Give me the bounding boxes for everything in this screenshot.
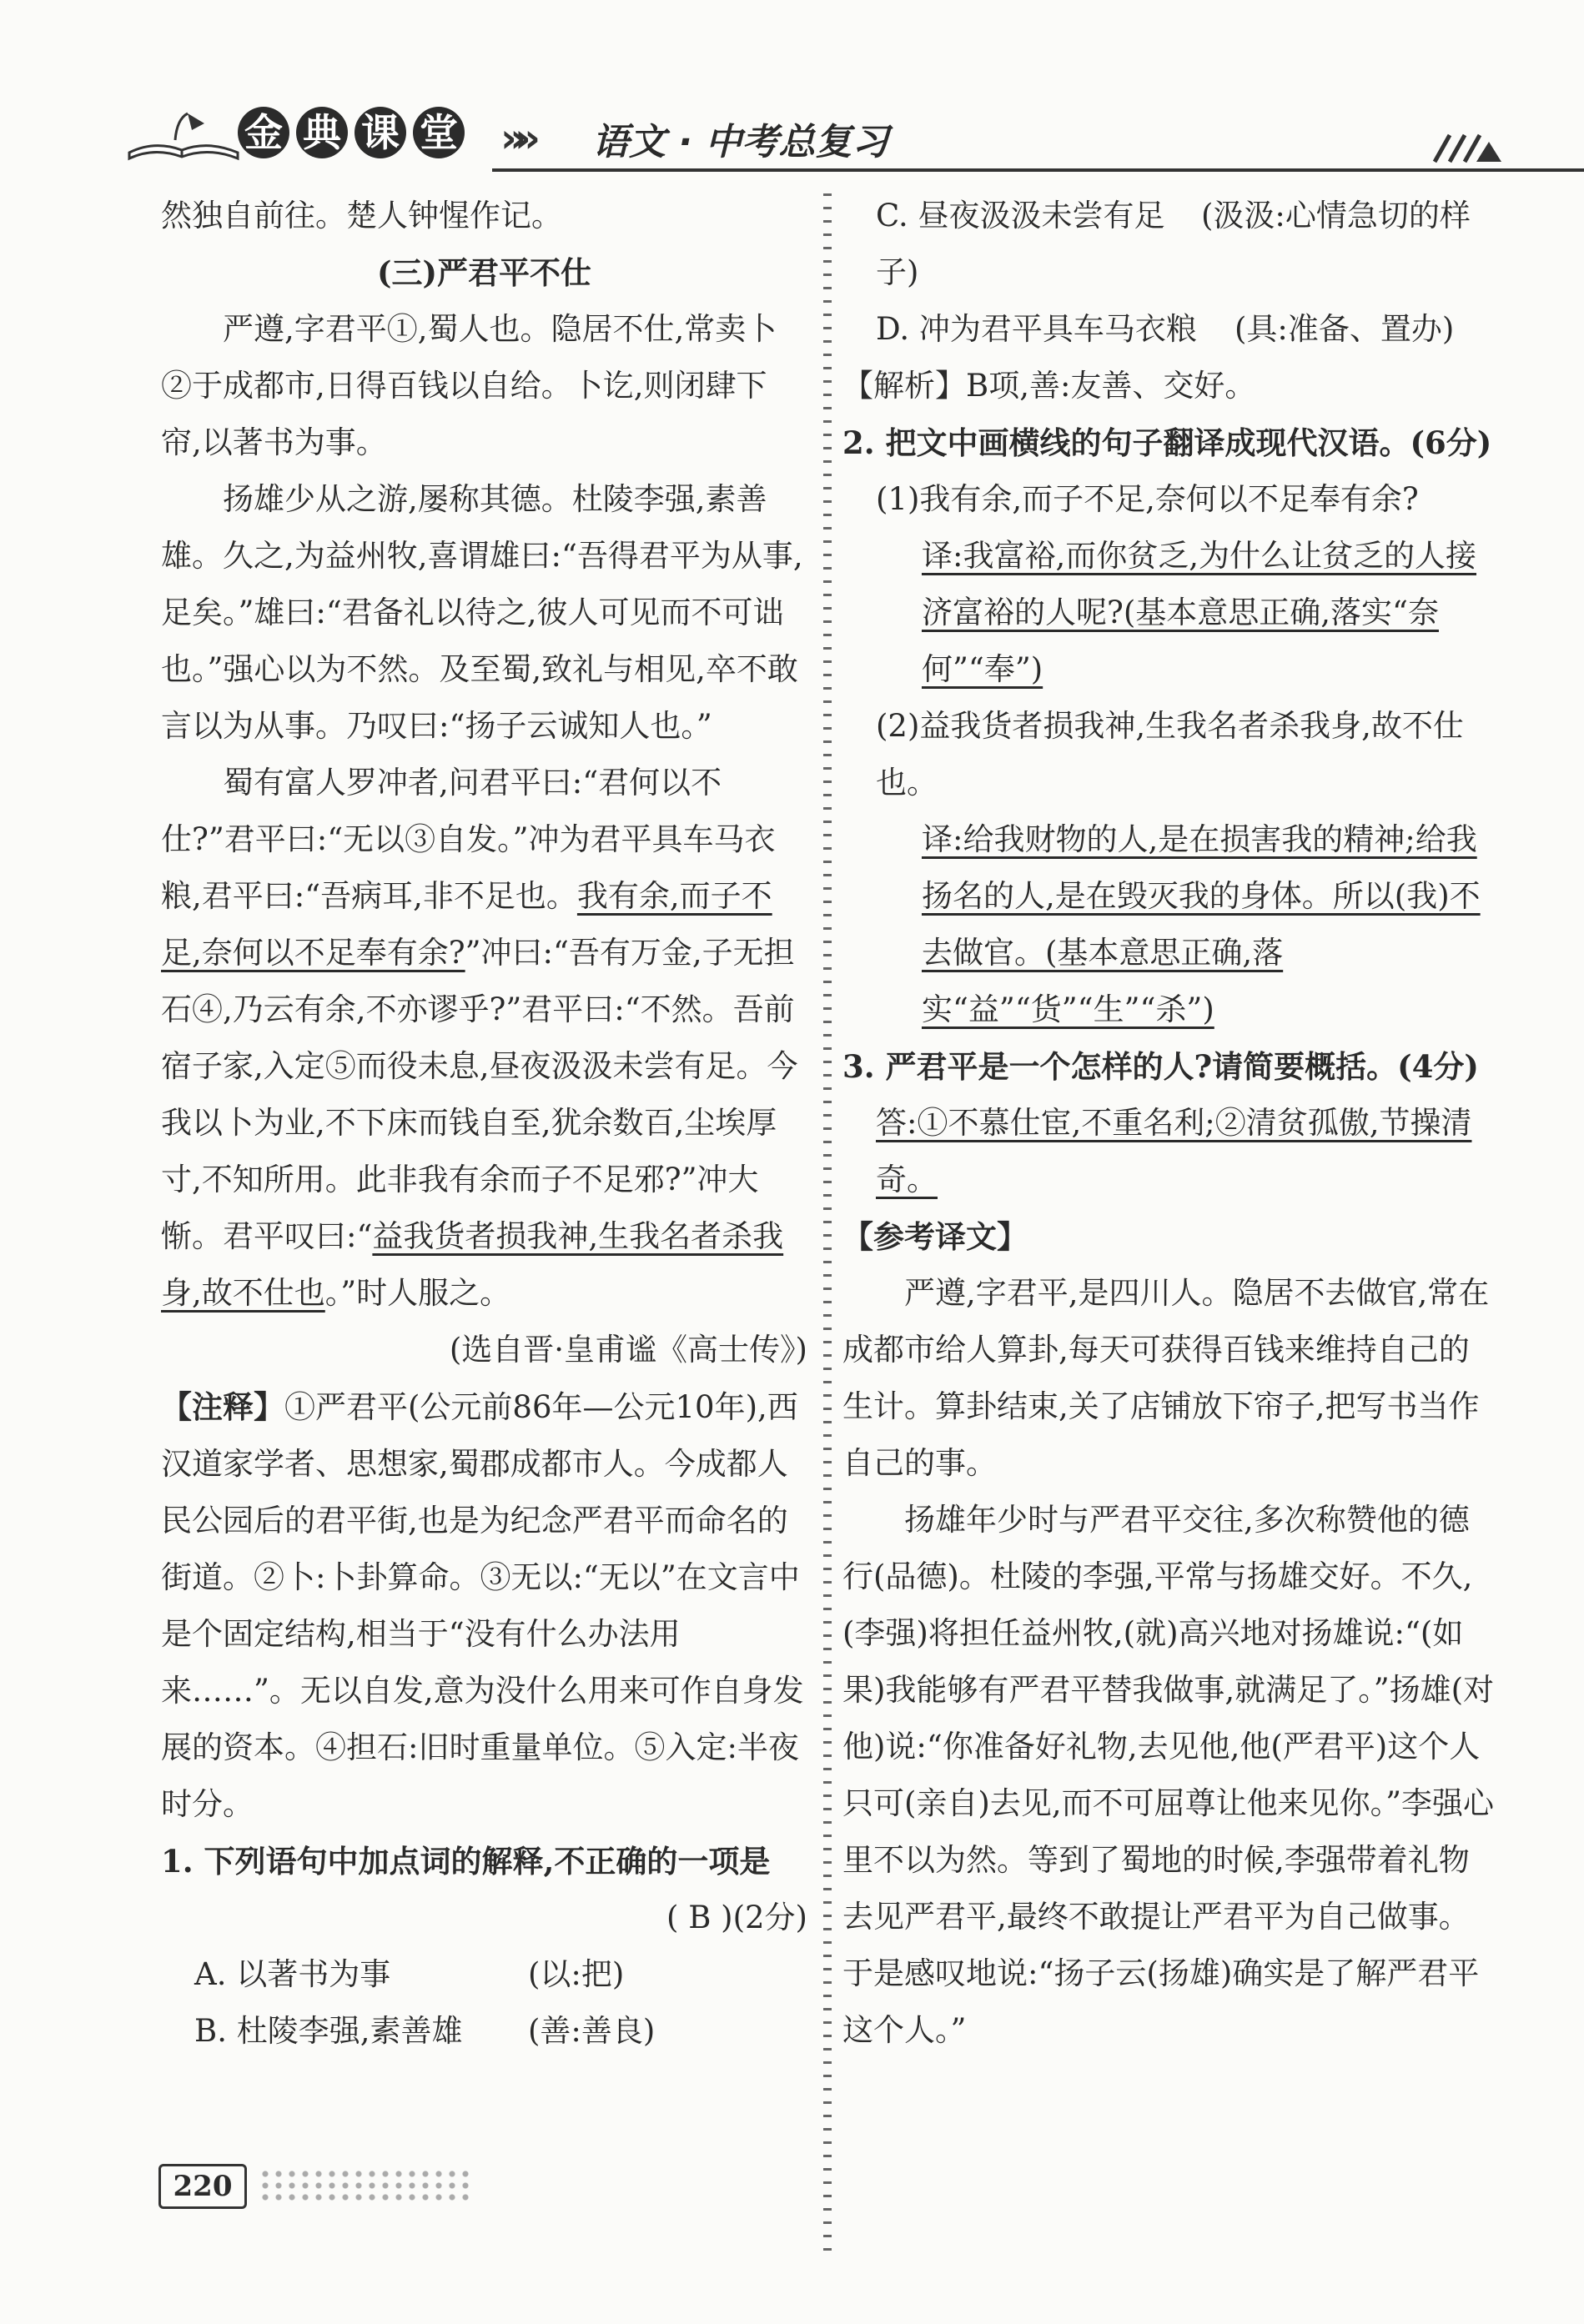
option-explain: (善:善良) (528, 2013, 656, 2049)
text-span: 。”时人服之。 (324, 1275, 511, 1311)
header-rule (492, 168, 1584, 172)
question-1: 1. 下列语句中加点词的解释,不正确的一项是 (161, 1843, 771, 1880)
brand-char: 课 (355, 107, 406, 158)
answer-2-1: 译:我富裕,而你贫乏,为什么让贫乏的人接济富裕的人呢?(基本意思正确,落实“奈何”“奉”) (922, 538, 1476, 687)
right-column (842, 188, 1497, 2059)
option-text: D. 冲为君平具车马衣粮 (876, 311, 1197, 347)
option-text: B. 杜陵李强,素善雄 (194, 2013, 463, 2049)
brand-title (238, 107, 465, 158)
book-icon (125, 107, 242, 165)
option-c (842, 188, 1497, 301)
paragraph (161, 755, 807, 1322)
notes-tag: 【注释】 (161, 1388, 284, 1425)
option-text: C. 昼夜汲汲未尝有足 (876, 198, 1165, 233)
answer-3: 答:①不慕仕宦,不重名利;②清贫孤傲,节操清奇。 (876, 1105, 1472, 1197)
question-2: 2. 把文中画横线的句子翻译成现代汉语。(6分) (842, 424, 1492, 461)
question-2-2: (2)益我货者损我神,生我名者杀我身,故不仕也。 (876, 708, 1464, 801)
paragraph: 严遵,字君平①,蜀人也。隐居不仕,常卖卜②于成都市,日得百钱以自给。卜讫,则闭肆下帘,以著书为事。 (161, 311, 777, 460)
translation-paragraph: 扬雄年少时与严君平交往,多次称赞他的德行(品德)。杜陵的李强,平常与扬雄交好。不久,(李强)将担任益州牧,(就)高兴地对扬雄说:“(如果)我能够有严君平替我做事,就满足了。”扬雄(对他)说:“你准备好礼物,去见他,他(严君平)这个人只可(亲自)去见,而不可屈尊让他来见你。”李强心里不以为然。等到了蜀地的时候,李强带着礼物去见严君平,最终不敢提让严君平为自己做事。于是感叹地说:“扬子云(扬雄)确实是了解严君平这个人。” (842, 1502, 1495, 2048)
option-explain: (汲汲:心情急切的样子) (876, 198, 1471, 290)
brand-char: 典 (296, 107, 348, 158)
reference-translation-tag: 【参考译文】 (842, 1218, 1028, 1255)
answer-2-2: 译:给我财物的人,是在损害我的精神;给我扬名的人,是在毁灭我的身体。所以(我)不去做官。(基本意思正确,落实“益”“货”“生”“杀”) (922, 821, 1481, 1027)
section-title: (三)严君平不仕 (376, 254, 591, 291)
notes-text: ①严君平(公元前86年—公元10年),西汉道家学者、思想家,蜀郡成都市人。今成都人民公园后的君平街,也是为纪念严君平而命名的街道。②卜:卜卦算命。③无以:“无以”在文言中是个固定结构,相当于“没有什么办法用来……”。无以自发,意为没什么用来可作自身发展的资本。④担石:旧时重量单位。⑤入定:半夜时分。 (161, 1389, 804, 1822)
underlined-sentence: 我有余,而子不足,奈何以不足奉有余? (161, 878, 772, 971)
text-span: ”冲曰:“吾有万金,子无担石④,乃云有余,不亦谬乎?”君平曰:“不然。吾前宿子家,入定⑤而役未息,昼夜汲汲未尝有足。今我以卜为业,不下床而钱自至,犹余数百,尘埃厚寸,不知所用。此非我有余而子不足邪?”冲大惭。君平叹曰:“ (161, 935, 798, 1254)
text-line: 然独自前往。楚人钟惺作记。 (161, 198, 562, 233)
source-citation: (选自晋·皇甫谧《高士传》) (449, 1332, 807, 1368)
option-text: A. 以著书为事 (194, 1956, 391, 1992)
page-header (125, 100, 1493, 175)
option-explain: (具:准备、置办) (1235, 311, 1455, 347)
question-1-answer: ( B )(2分) (666, 1900, 807, 1935)
corner-stripes-icon (1426, 130, 1501, 163)
option-explain: (以:把) (528, 1956, 625, 1992)
question-2-1: (1)我有余,而子不足,奈何以不足奉有余? (876, 481, 1419, 517)
column-divider (823, 193, 832, 2253)
underlined-sentence: 益我货者损我神,生我名者杀我身,故不仕也 (161, 1218, 784, 1311)
paragraph: 扬雄少从之游,屡称其德。杜陵李强,素善雄。久之,为益州牧,喜谓雄曰:“吾得君平为从事,足矣。”雄曰:“君备礼以待之,彼人可见而不可诎也。”强心以为不然。及至蜀,致礼与相见,卒不敢言以为从事。乃叹曰:“扬子云诚知人也。” (161, 481, 803, 744)
brand-char: 金 (238, 107, 289, 158)
option-b (161, 2003, 807, 2060)
chevron-icon: »» (500, 115, 530, 162)
notes (161, 1378, 807, 1833)
text-span: 蜀有富人罗冲者,问君平曰:“君何以不仕?”君平曰:“无以③自发。”冲为君平具车马衣粮,君平曰:“吾病耳,非不足也。 (161, 765, 776, 914)
question-3: 3. 严君平是一个怎样的人?请简要概括。(4分) (842, 1048, 1479, 1085)
option-a (161, 1946, 807, 2003)
brand-char: 堂 (413, 107, 465, 158)
subject-title: 语文 · 中考总复习 (592, 121, 889, 163)
analysis: 【解析】B项,善:友善、交好。 (842, 368, 1256, 404)
left-column (161, 188, 807, 2060)
translation-paragraph: 严遵,字君平,是四川人。隐居不去做官,常在成都市给人算卦,每天可获得百钱来维持自己的生计。算卦结束,关了店铺放下帘子,把写书当作自己的事。 (842, 1275, 1490, 1481)
decorative-dots (259, 2168, 475, 2201)
page-number: 220 (158, 2164, 247, 2209)
option-d (842, 301, 1497, 358)
